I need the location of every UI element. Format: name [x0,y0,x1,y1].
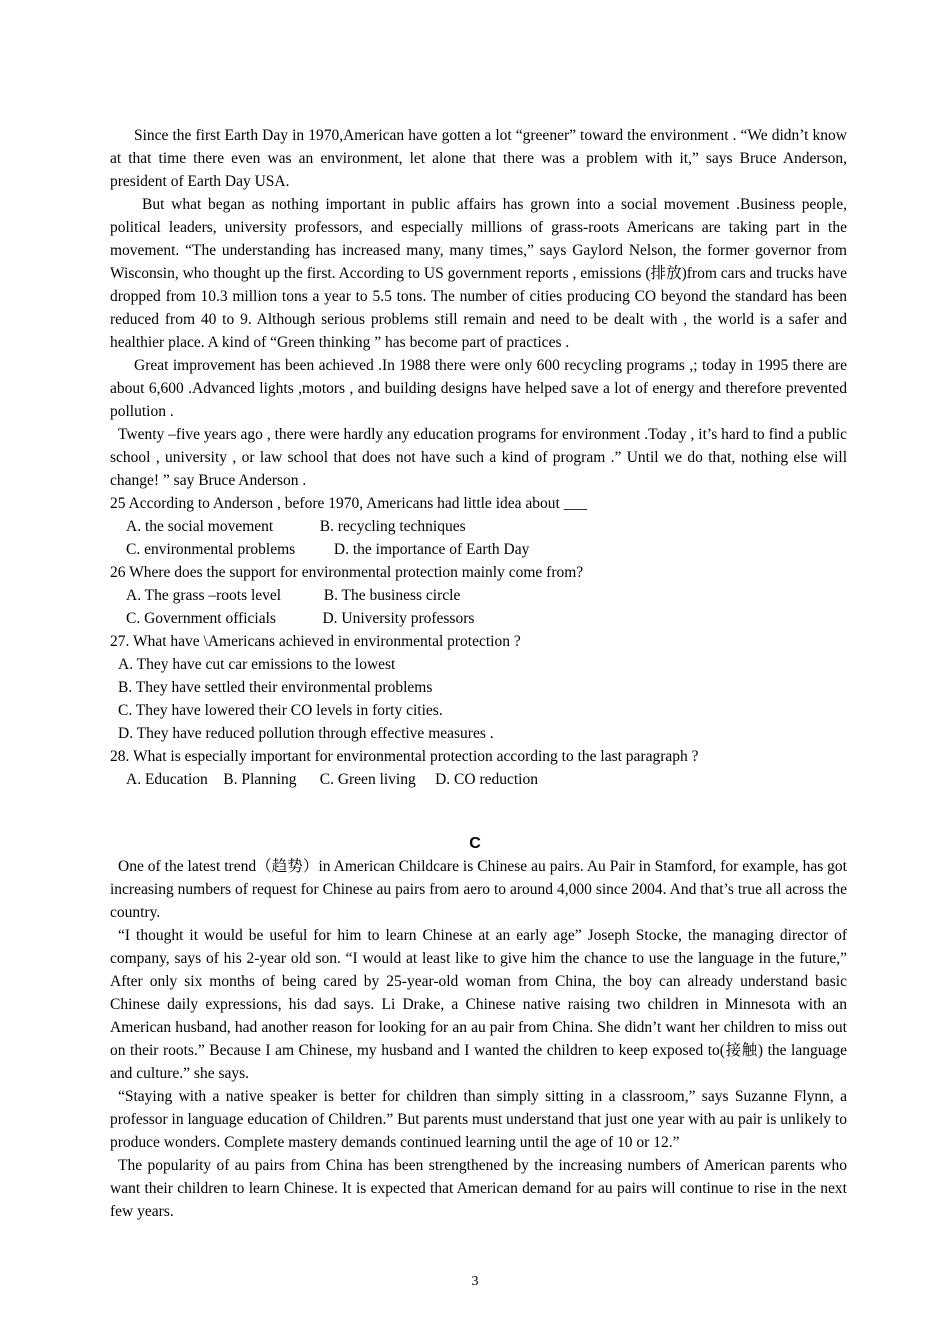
option-line: C. Government officials D. University professors [126,610,475,627]
page-number: 3 [471,1274,479,1289]
paragraph: One of the latest trend（趋势）in American Childcare is Chinese au pairs. Au Pair in Stamford, for example, has got increasing numbers of request for Chinese au pairs from aero to around 4,000 since 2004. And that’s true all across the country. [110,858,847,921]
question-stem: 27. What have \Americans achieved in environmental protection ? [110,633,521,650]
question-stem: 25 According to Anderson , before 1970, Americans had little idea about ___ [110,495,587,512]
paragraph: “Staying with a native speaker is better for children than simply sitting in a classroom,” says Suzanne Flynn, a professor in language education of Children.” But parents must understand that just one year with au pair is unlikely to produce wonders. Complete mastery demands continued learning until the age of 10 or 12.” [110,1088,847,1151]
question-28 [110,745,847,791]
option-line: B. They have settled their environmental problems [118,679,433,696]
option-line: A. the social movement B. recycling techniques [126,518,466,535]
question-stem: 28. What is especially important for environmental protection according to the last paragraph ? [110,748,699,765]
question-stem: 26 Where does the support for environmental protection mainly come from? [110,564,584,581]
paragraph: Since the first Earth Day in 1970,American have gotten a lot “greener” toward the environment . “We didn’t know at that time there even was an environment, let alone that there was a problem with it,” says Bruce Anderson, president of Earth Day USA. [110,127,847,190]
question-27 [110,630,847,745]
option-line: C. They have lowered their CO levels in forty cities. [118,702,443,719]
option-line: A. Education B. Planning C. Green living D. CO reduction [126,771,538,788]
option-line: C. environmental problems D. the importance of Earth Day [126,541,530,558]
section-heading: C [469,835,481,852]
paragraph: “I thought it would be useful for him to learn Chinese at an early age” Joseph Stocke, the managing director of company, says of his 2-year old son. “I would at least like to give him the chance to use the language in the future,” After only six months of being cared by 25-year-old woman from China, the boy can already understand basic Chinese daily expressions, his dad says. Li Drake, a Chinese native raising two children in Minnesota with an American husband, had another reason for looking for an au pair from China. She didn’t want her children to miss out on their roots.” Because I am Chinese, my husband and I wanted the children to keep exposed to(接触) the language and culture.” she says. [110,927,847,1082]
passage-c [110,855,847,1223]
option-line: D. They have reduced pollution through effective measures . [118,725,494,742]
option-line: A. The grass –roots level B. The business circle [126,587,461,604]
question-25 [110,492,847,561]
option-line: A. They have cut car emissions to the lowest [118,656,396,673]
passage-b [110,124,847,791]
paragraph: Great improvement has been achieved .In 1988 there were only 600 recycling programs ,; today in 1995 there are about 6,600 .Advanced lights ,motors , and building designs have helped save a lot of energy and therefore prevented pollution . [110,357,847,420]
paragraph: The popularity of au pairs from China has been strengthened by the increasing numbers of American parents who want their children to learn Chinese. It is expected that American demand for au pairs will continue to rise in the next few years. [110,1157,847,1220]
paragraph: Twenty –five years ago , there were hardly any education programs for environment .Today , it’s hard to find a public school , university , or law school that does not have such a kind of program .” Until we do that, nothing else will change! ” say Bruce Anderson . [110,426,847,489]
paragraph: But what began as nothing important in public affairs has grown into a social movement .Business people, political leaders, university professors, and especially millions of grass-roots Americans are taking part in the movement. “The understanding has increased many, many times,” says Gaylord Nelson, the former governor from Wisconsin, who thought up the first. According to US government reports , emissions (排放)from cars and trucks have dropped from 10.3 million tons a year to 5.5 tons. The number of cities producing CO beyond the standard has been reduced from 40 to 9. Although serious problems still remain and need to be dealt with , the world is a safer and healthier place. A kind of “Green thinking ” has become part of practices . [110,196,847,351]
question-26 [110,561,847,630]
